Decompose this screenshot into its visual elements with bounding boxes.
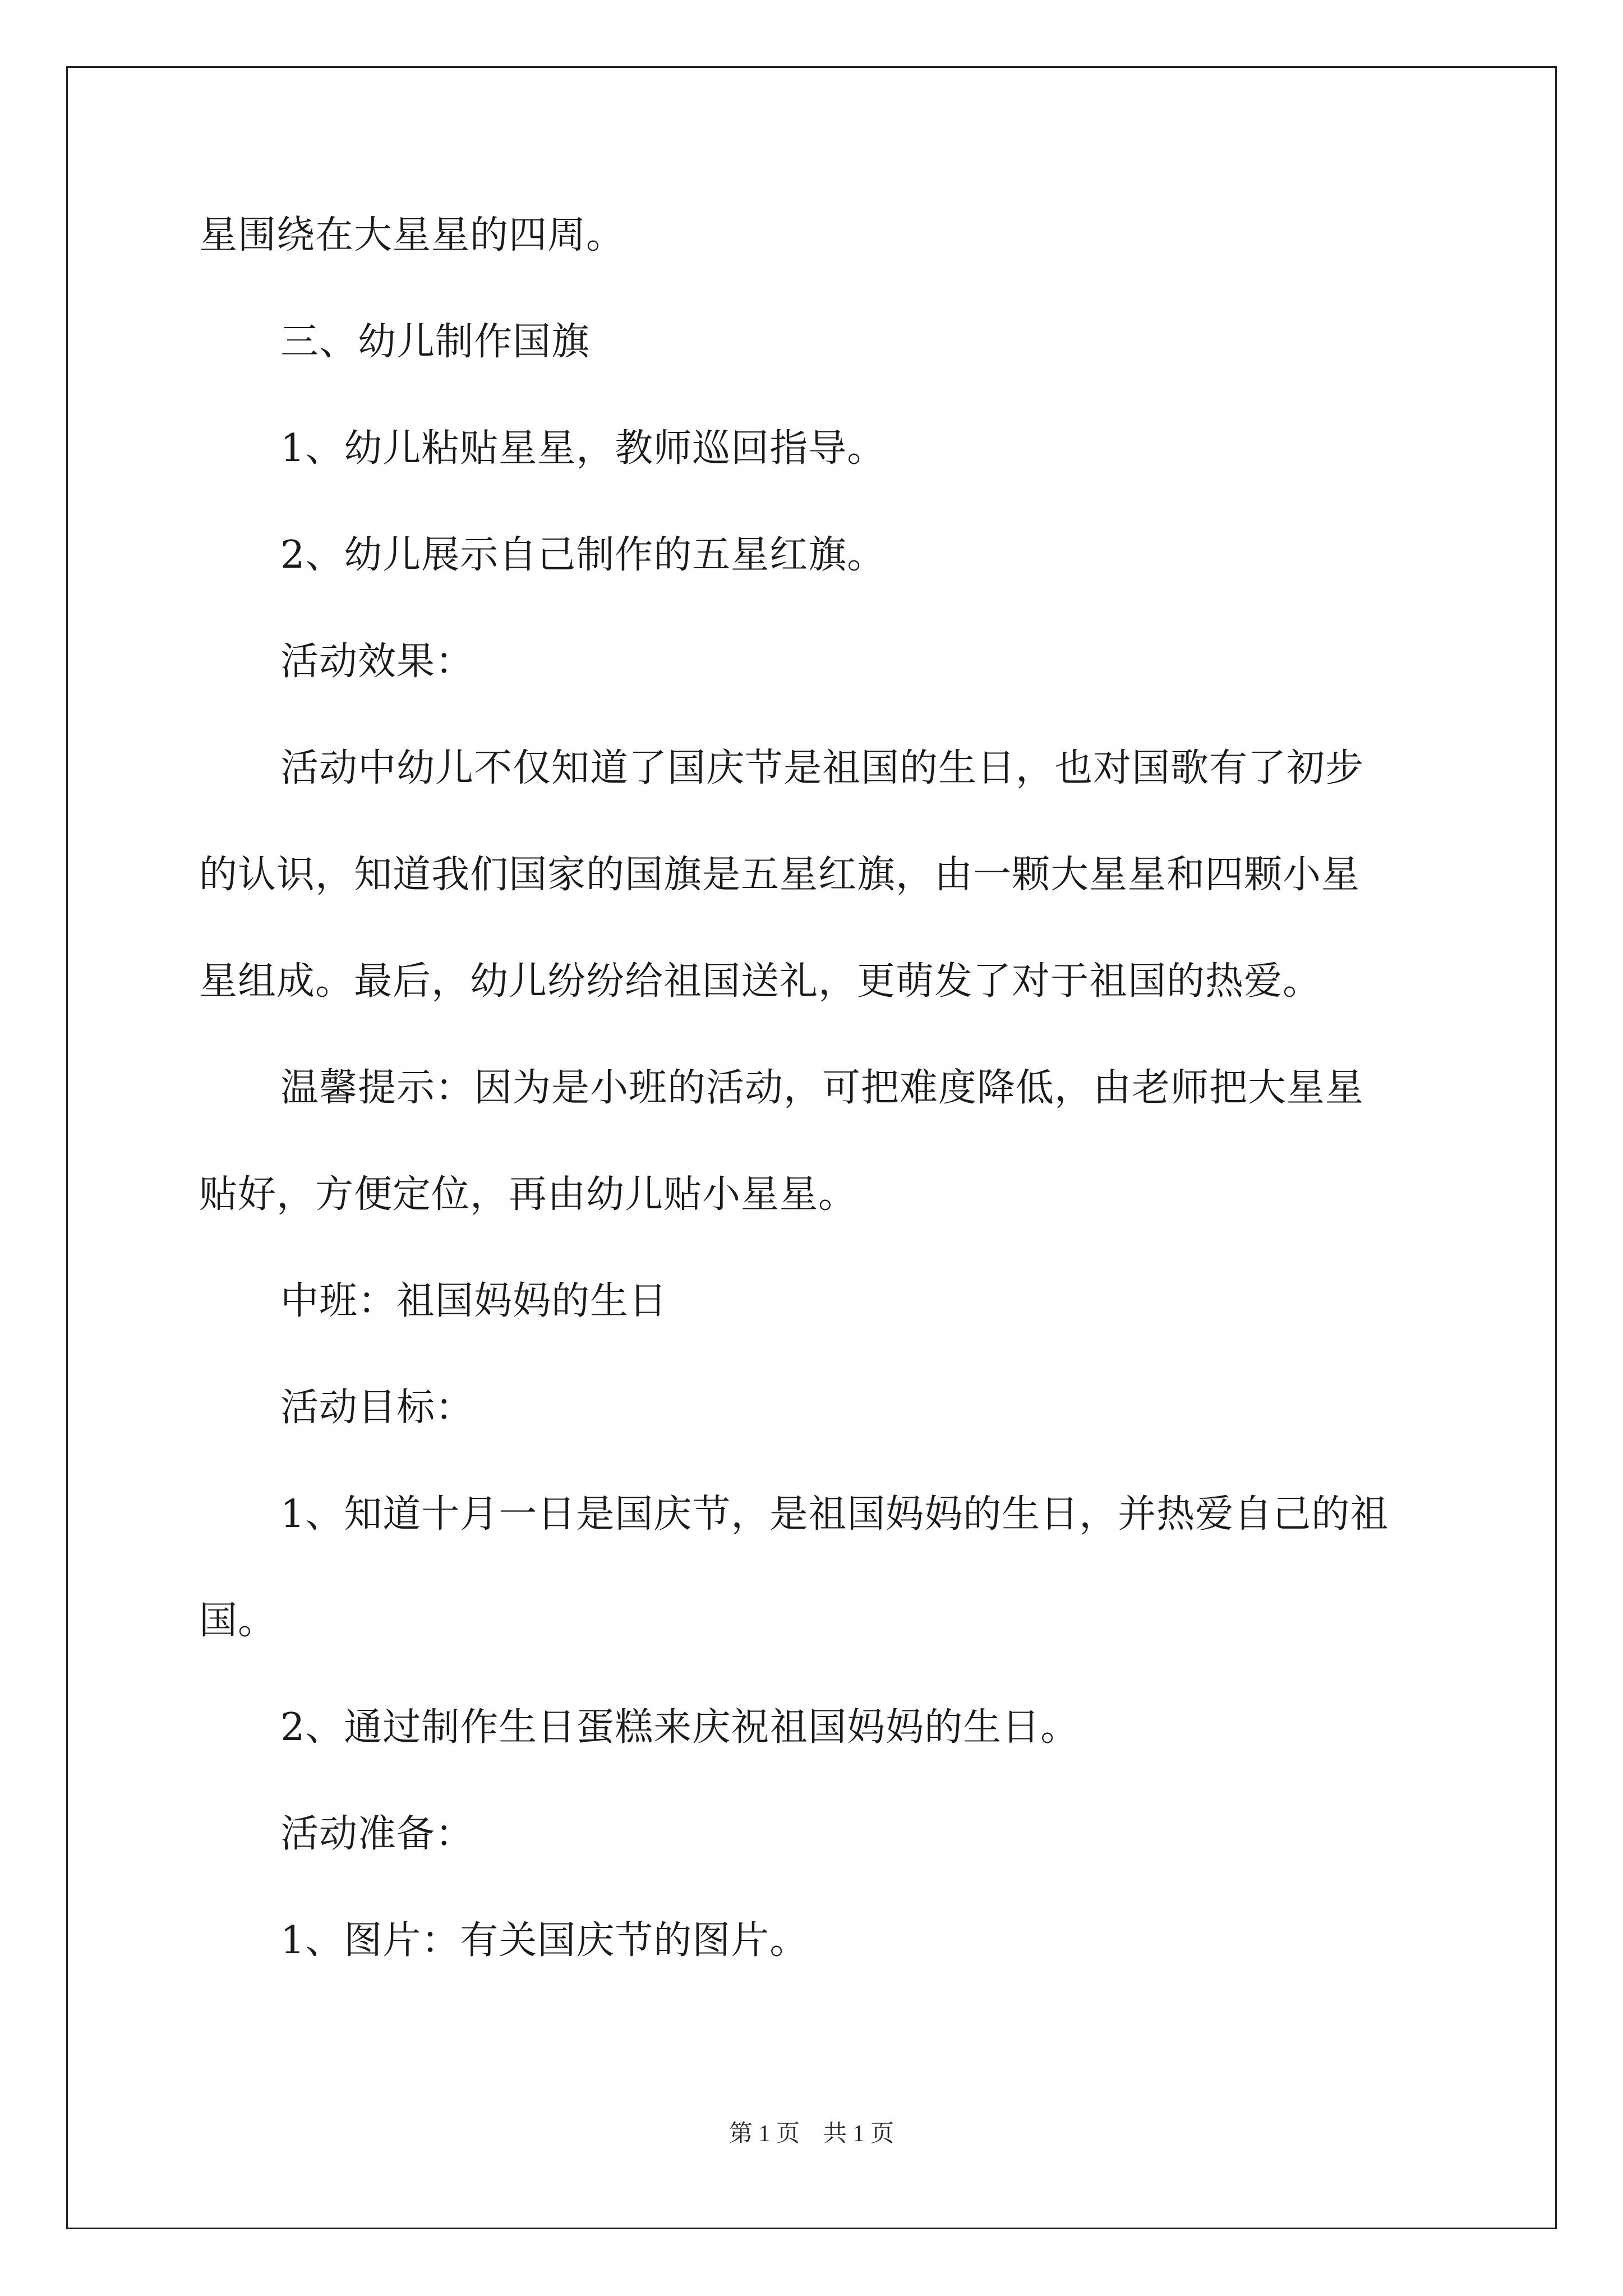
list-item: 2、幼儿展示自己制作的五星红旗。 — [280, 533, 886, 577]
section-heading: 中班：祖国妈妈的生日 — [280, 1279, 668, 1323]
page-border — [66, 66, 1557, 2229]
list-item: 2、通过制作生日蛋糕来庆祝祖国妈妈的生日。 — [280, 1705, 1080, 1750]
list-item: 1、图片：有关国庆节的图片。 — [280, 1918, 809, 1963]
text-line: 贴好，方便定位，再由幼儿贴小星星。 — [199, 1172, 857, 1217]
section-heading: 活动准备： — [280, 1812, 474, 1856]
text-line: 星组成。最后，幼儿纷纷给祖国送礼，更萌发了对于祖国的热爱。 — [199, 959, 1322, 1004]
text-line: 温馨提示：因为是小班的活动，可把难度降低，由老师把大星星 — [280, 1066, 1364, 1110]
text-line: 星围绕在大星星的四周。 — [199, 213, 625, 257]
text-line: 国。 — [199, 1599, 277, 1643]
section-heading: 活动效果： — [280, 639, 474, 684]
list-item: 1、幼儿粘贴星星，教师巡回指导。 — [280, 426, 886, 471]
list-item: 1、知道十月一日是国庆节，是祖国妈妈的生日，并热爱自己的祖 — [280, 1492, 1389, 1536]
page-footer: 第 1 页 共 1 页 — [728, 2121, 894, 2147]
section-heading: 三、幼儿制作国旗 — [280, 320, 591, 364]
text-line: 的认识，知道我们国家的国旗是五星红旗，由一颗大星星和四颗小星 — [199, 853, 1361, 897]
text-line: 活动中幼儿不仅知道了国庆节是祖国的生日，也对国歌有了初步 — [280, 746, 1364, 790]
section-heading: 活动目标： — [280, 1386, 474, 1430]
